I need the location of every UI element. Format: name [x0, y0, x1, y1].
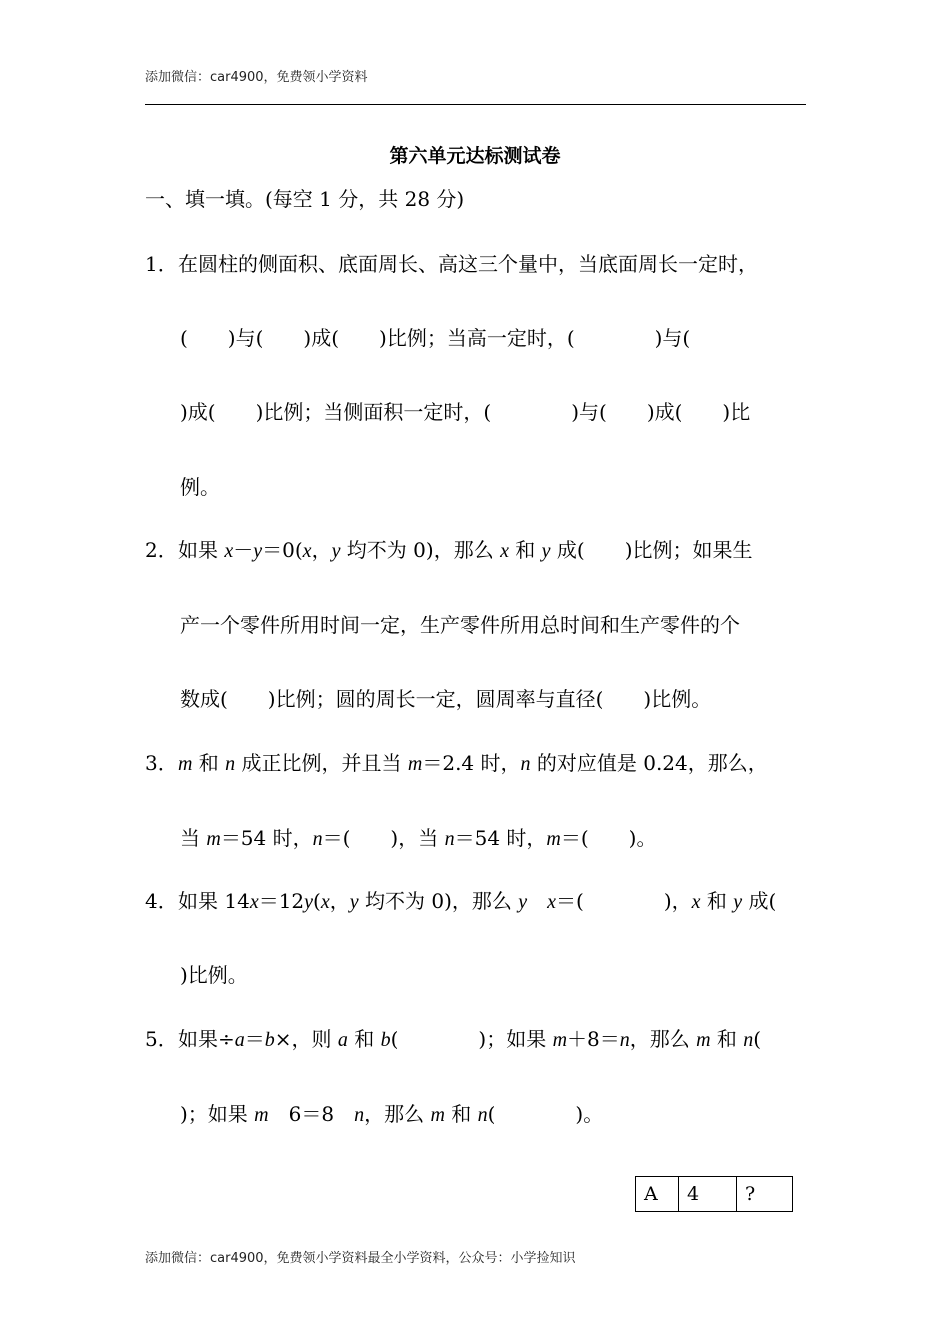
- question-1-line-1: 1．在圆柱的侧面积、底面周长、高这三个量中，当底面周长一定时，: [145, 252, 758, 276]
- question-1-number: 1．: [145, 252, 178, 276]
- page-header: 添加微信：car4900，免费领小学资料: [145, 70, 368, 85]
- document-title: 第六单元达标测试卷: [389, 145, 561, 167]
- question-3-line-2: 当 m＝54 时，n＝( )，当 n＝54 时，m＝( )。: [180, 826, 657, 850]
- question-3-line-1: 3．m 和 n 成正比例，并且当 m＝2.4 时，n 的对应值是 0.24，那么，: [145, 751, 768, 775]
- question-1-line-4: 例。: [180, 475, 220, 499]
- question-4-number: 4．: [145, 889, 178, 913]
- page-footer: 添加微信：car4900，免费领小学资料最全小学资料，公众号：小学捡知识: [145, 1251, 576, 1266]
- question-4-line-2: )比例。: [180, 963, 248, 987]
- question-5-line-1: 5．如果÷a＝b×，则 a 和 b( )；如果 m＋8＝n，那么 m 和 n(: [145, 1027, 762, 1051]
- section-heading: 一、填一填。(每空 1 分，共 28 分): [145, 187, 465, 211]
- question-5-line-2: )；如果 m 6＝8 n，那么 m 和 n( )。: [180, 1102, 604, 1126]
- question-2-number: 2．: [145, 538, 178, 562]
- question-1-line-3: )成( )比例；当侧面积一定时，( )与( )成( )比: [180, 400, 751, 424]
- question-4-line-1: 4．如果 14x＝12y(x，y 均不为 0)，那么 y x＝( )，x 和 y 成(: [145, 889, 777, 913]
- question-5-number: 5．: [145, 1027, 178, 1051]
- question-2-line-1: 2．如果 x－y＝0(x，y 均不为 0)，那么 x 和 y 成( )比例；如果生: [145, 538, 753, 562]
- table-cell-4: 4: [679, 1177, 737, 1212]
- question-3-number: 3．: [145, 751, 178, 775]
- question-1-line-2: ( )与( )成( )比例；当高一定时，( )与(: [180, 326, 691, 350]
- table-cell-question: ?: [737, 1177, 793, 1212]
- table-cell-a: A: [636, 1177, 679, 1212]
- question-2-line-2: 产一个零件所用时间一定，生产零件所用总时间和生产零件的个: [180, 613, 740, 637]
- answer-table: [635, 1176, 793, 1212]
- header-rule: [145, 104, 806, 105]
- question-2-line-3: 数成( )比例；圆的周长一定，圆周率与直径( )比例。: [180, 687, 712, 711]
- table-row: [636, 1177, 793, 1212]
